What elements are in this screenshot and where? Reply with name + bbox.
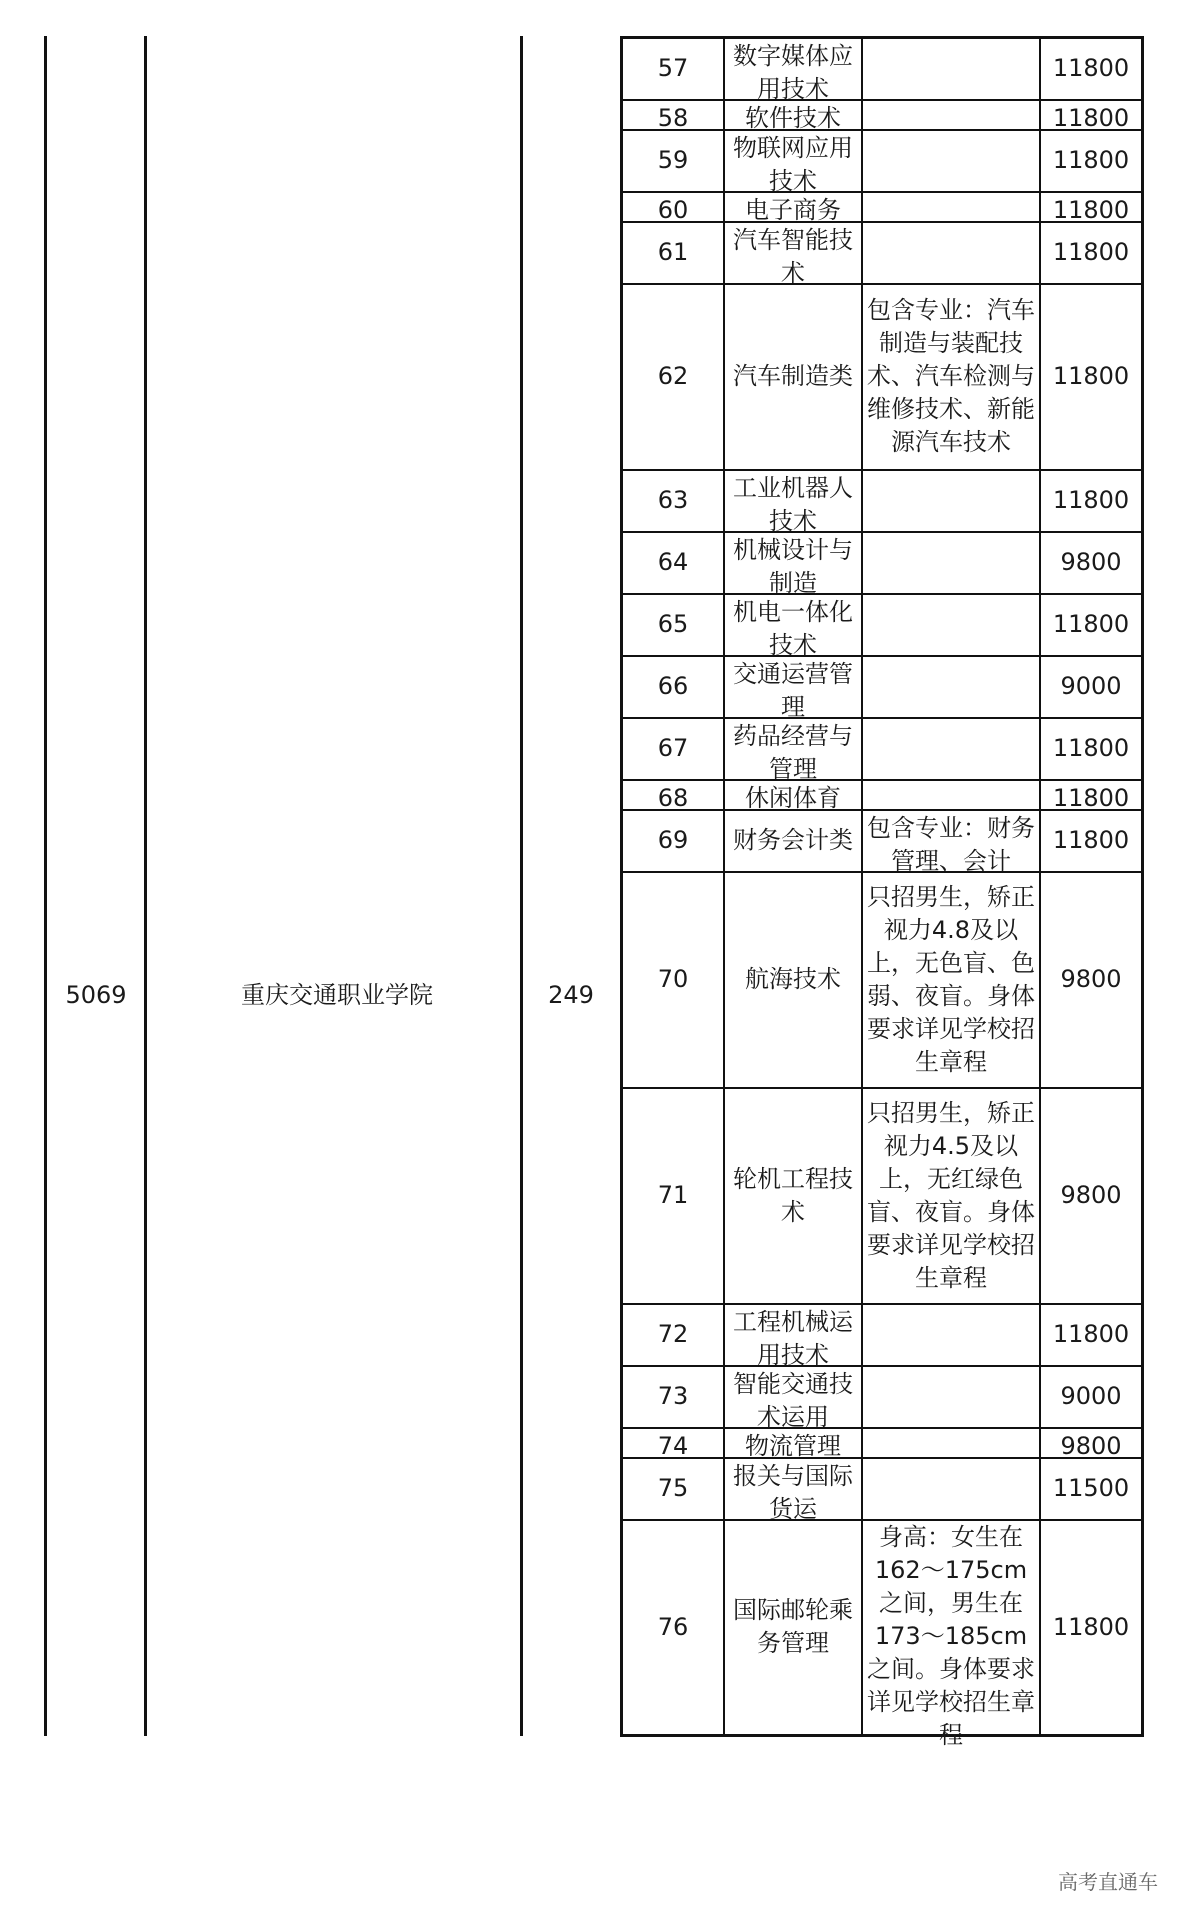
- tuition-fee: 11800: [1052, 103, 1130, 132]
- major-note: 只招男生，矫正视力4.5及以上，无红绿色盲、夜盲。身体要求详见学校招生章程: [867, 1098, 1035, 1292]
- major-name-cell: [724, 810, 862, 872]
- table-row: [622, 656, 1143, 718]
- major-note-cell: [862, 1366, 1040, 1428]
- row-number: 69: [657, 826, 689, 854]
- major-name: 财务会计类: [733, 826, 853, 854]
- row-number: 62: [657, 362, 689, 390]
- row-number-cell: [622, 656, 725, 718]
- row-number-cell: [622, 130, 725, 192]
- table-row: [622, 222, 1143, 284]
- major-note-cell: [862, 222, 1040, 284]
- row-number: 70: [657, 965, 689, 993]
- major-name-cell: [724, 872, 862, 1088]
- major-name: 药品经营与管理: [733, 721, 853, 783]
- table-row: [622, 1520, 1143, 1736]
- tuition-fee-cell: [1040, 1366, 1143, 1428]
- major-name-cell: [724, 1088, 862, 1304]
- major-name-cell: [724, 780, 862, 810]
- major-name: 汽车制造类: [733, 362, 853, 390]
- tuition-fee: 9800: [1060, 1431, 1122, 1460]
- major-name-cell: [724, 222, 862, 287]
- major-note-cell: [862, 100, 1040, 130]
- row-number-cell: [622, 718, 725, 780]
- tuition-fee-cell: [1040, 532, 1143, 594]
- major-name: 机械设计与制造: [733, 535, 853, 597]
- tuition-fee-cell: [1040, 1520, 1143, 1736]
- row-number: 68: [657, 783, 689, 812]
- row-number: 59: [657, 146, 689, 174]
- row-number-cell: [622, 594, 725, 656]
- school-name: 重庆交通职业学院: [241, 981, 433, 1009]
- tuition-fee-cell: [1040, 718, 1143, 780]
- row-number: 67: [657, 734, 689, 762]
- row-number-cell: [622, 1304, 725, 1366]
- major-name-cell: [724, 656, 862, 721]
- major-note-cell: [862, 532, 1040, 594]
- major-name-cell: [724, 1366, 862, 1431]
- tuition-fee-cell: [1040, 872, 1143, 1088]
- tuition-fee: 9800: [1060, 1181, 1122, 1209]
- row-number-cell: [622, 872, 725, 1088]
- tuition-fee: 11800: [1052, 826, 1130, 854]
- major-name-cell: [724, 1428, 862, 1458]
- row-number-cell: [622, 470, 725, 532]
- major-note-cell: [862, 284, 1040, 470]
- row-number-cell: [622, 100, 725, 130]
- row-number-cell: [622, 1088, 725, 1304]
- tuition-fee-cell: [1040, 1304, 1143, 1366]
- row-number-cell: [622, 38, 725, 100]
- tuition-fee: 9000: [1060, 1382, 1122, 1410]
- tuition-fee-cell: [1040, 38, 1143, 100]
- major-name: 国际邮轮乘务管理: [733, 1596, 853, 1658]
- tuition-fee-cell: [1040, 284, 1143, 470]
- major-note: 只招男生，矫正视力4.8及以上，无色盲、色弱、夜盲。身体要求详见学校招生章程: [867, 882, 1035, 1076]
- major-name: 休闲体育: [745, 783, 841, 812]
- table-row: [622, 130, 1143, 192]
- row-number-cell: [622, 284, 725, 470]
- row-number: 57: [657, 54, 689, 83]
- tuition-fee-cell: [1040, 656, 1143, 718]
- tuition-fee: 11800: [1052, 1320, 1130, 1348]
- major-note-cell: [862, 810, 1040, 875]
- major-name-cell: [724, 532, 862, 597]
- table-row: [622, 192, 1143, 222]
- major-note-cell: [862, 470, 1040, 532]
- table-row: [622, 1458, 1143, 1520]
- table-row: [622, 872, 1143, 1088]
- major-name-cell: [724, 284, 862, 470]
- table-row: [622, 1366, 1143, 1428]
- row-number: 71: [657, 1181, 689, 1209]
- major-name-cell: [724, 38, 862, 103]
- row-number: 61: [657, 238, 689, 266]
- tuition-fee-cell: [1040, 100, 1143, 130]
- tuition-fee: 11800: [1052, 610, 1130, 638]
- row-number-cell: [622, 1366, 725, 1428]
- row-number-cell: [622, 192, 725, 222]
- major-note-cell: [862, 780, 1040, 810]
- row-number: 58: [657, 103, 689, 132]
- table-row: [622, 470, 1143, 532]
- table-row: [622, 594, 1143, 656]
- major-name: 交通运营管理: [733, 659, 853, 721]
- major-name-cell: [724, 718, 862, 783]
- tuition-fee-cell: [1040, 192, 1143, 222]
- row-number-cell: [622, 810, 725, 872]
- major-name: 航海技术: [745, 965, 841, 993]
- major-name: 报关与国际货运: [733, 1461, 853, 1523]
- column-rule-3: [520, 36, 523, 1736]
- tuition-fee-cell: [1040, 1088, 1143, 1304]
- tuition-fee: 11800: [1052, 238, 1130, 266]
- tuition-fee-cell: [1040, 1428, 1143, 1458]
- row-number-cell: [622, 1428, 725, 1458]
- major-note-cell: [862, 192, 1040, 222]
- tuition-fee: 11800: [1052, 486, 1130, 514]
- table-row: [622, 718, 1143, 780]
- tuition-fee: 11800: [1052, 54, 1130, 83]
- tuition-fee-cell: [1040, 1458, 1143, 1520]
- row-number: 75: [657, 1474, 689, 1502]
- tuition-fee: 11800: [1052, 195, 1130, 224]
- table-row: [622, 38, 1143, 100]
- row-number: 74: [657, 1431, 689, 1460]
- major-note-cell: [862, 594, 1040, 656]
- major-name-cell: [724, 1304, 862, 1369]
- row-number-cell: [622, 532, 725, 594]
- row-number-cell: [622, 1520, 725, 1736]
- major-note: 身高：女生在162～175cm之间，男生在173～185cm之间。身体要求详见学校招生章程: [867, 1523, 1035, 1750]
- table-row: [622, 1428, 1143, 1458]
- school-code: 5069: [65, 981, 127, 1009]
- row-number: 76: [657, 1612, 689, 1641]
- tuition-fee-cell: [1040, 810, 1143, 872]
- tuition-fee-cell: [1040, 470, 1143, 532]
- majors-table: [620, 36, 1144, 1750]
- column-rule-2: [144, 36, 147, 1736]
- row-number: 65: [657, 610, 689, 638]
- watermark: 高考直通车: [1058, 1870, 1158, 1894]
- major-name: 物联网应用技术: [733, 133, 853, 195]
- major-name: 工程机械运用技术: [733, 1307, 853, 1369]
- major-note-cell: [862, 872, 1040, 1088]
- table-row: [622, 100, 1143, 130]
- row-number-cell: [622, 222, 725, 284]
- tuition-fee: 11800: [1052, 1612, 1130, 1641]
- table-row: [622, 1304, 1143, 1366]
- row-number: 72: [657, 1320, 689, 1348]
- tuition-fee: 9000: [1060, 672, 1122, 700]
- major-note-cell: [862, 130, 1040, 192]
- tuition-fee: 11800: [1052, 734, 1130, 762]
- major-note-cell: [862, 1520, 1040, 1750]
- major-note-cell: [862, 38, 1040, 100]
- major-name: 工业机器人技术: [733, 473, 853, 535]
- major-note-cell: [862, 718, 1040, 780]
- row-number: 73: [657, 1382, 689, 1410]
- major-name-cell: [724, 100, 862, 130]
- tuition-fee-cell: [1040, 222, 1143, 284]
- tuition-fee: 11800: [1052, 362, 1130, 390]
- major-name-cell: [724, 1458, 862, 1523]
- major-name-cell: [724, 470, 862, 535]
- tuition-fee-cell: [1040, 130, 1143, 192]
- tuition-fee: 11500: [1052, 1474, 1130, 1502]
- major-note: 包含专业：财务管理、会计: [867, 813, 1035, 875]
- major-note-cell: [862, 1088, 1040, 1304]
- plan-total: 249: [548, 981, 594, 1009]
- major-name: 轮机工程技术: [733, 1164, 853, 1226]
- row-number-cell: [622, 1458, 725, 1520]
- tuition-fee: 9800: [1060, 548, 1122, 576]
- major-note-cell: [862, 1304, 1040, 1366]
- majors-table-body: [622, 38, 1143, 1750]
- table-row: [622, 810, 1143, 872]
- tuition-fee-cell: [1040, 780, 1143, 810]
- column-rule-1: [44, 36, 47, 1736]
- major-note-cell: [862, 1458, 1040, 1520]
- major-note: 包含专业：汽车制造与装配技术、汽车检测与维修技术、新能源汽车技术: [867, 296, 1035, 456]
- table-row: [622, 532, 1143, 594]
- major-name-cell: [724, 1520, 862, 1736]
- row-number-cell: [622, 780, 725, 810]
- major-name: 汽车智能技术: [733, 225, 853, 287]
- major-name: 软件技术: [745, 103, 841, 132]
- major-name: 物流管理: [745, 1431, 841, 1460]
- table-row: [622, 1088, 1143, 1304]
- major-name: 机电一体化技术: [733, 597, 853, 659]
- major-name-cell: [724, 130, 862, 195]
- major-note-cell: [862, 656, 1040, 718]
- major-name-cell: [724, 192, 862, 222]
- row-number: 66: [657, 672, 689, 700]
- row-number: 60: [657, 195, 689, 224]
- table-row: [622, 284, 1143, 470]
- table-row: [622, 780, 1143, 810]
- major-name: 数字媒体应用技术: [733, 41, 853, 103]
- row-number: 63: [657, 486, 689, 514]
- tuition-fee: 11800: [1052, 146, 1130, 174]
- tuition-fee: 9800: [1060, 965, 1122, 993]
- major-name-cell: [724, 594, 862, 659]
- major-note-cell: [862, 1428, 1040, 1458]
- row-number: 64: [657, 548, 689, 576]
- tuition-fee-cell: [1040, 594, 1143, 656]
- major-name: 智能交通技术运用: [733, 1369, 853, 1431]
- tuition-fee: 11800: [1052, 783, 1130, 812]
- major-name: 电子商务: [745, 195, 841, 224]
